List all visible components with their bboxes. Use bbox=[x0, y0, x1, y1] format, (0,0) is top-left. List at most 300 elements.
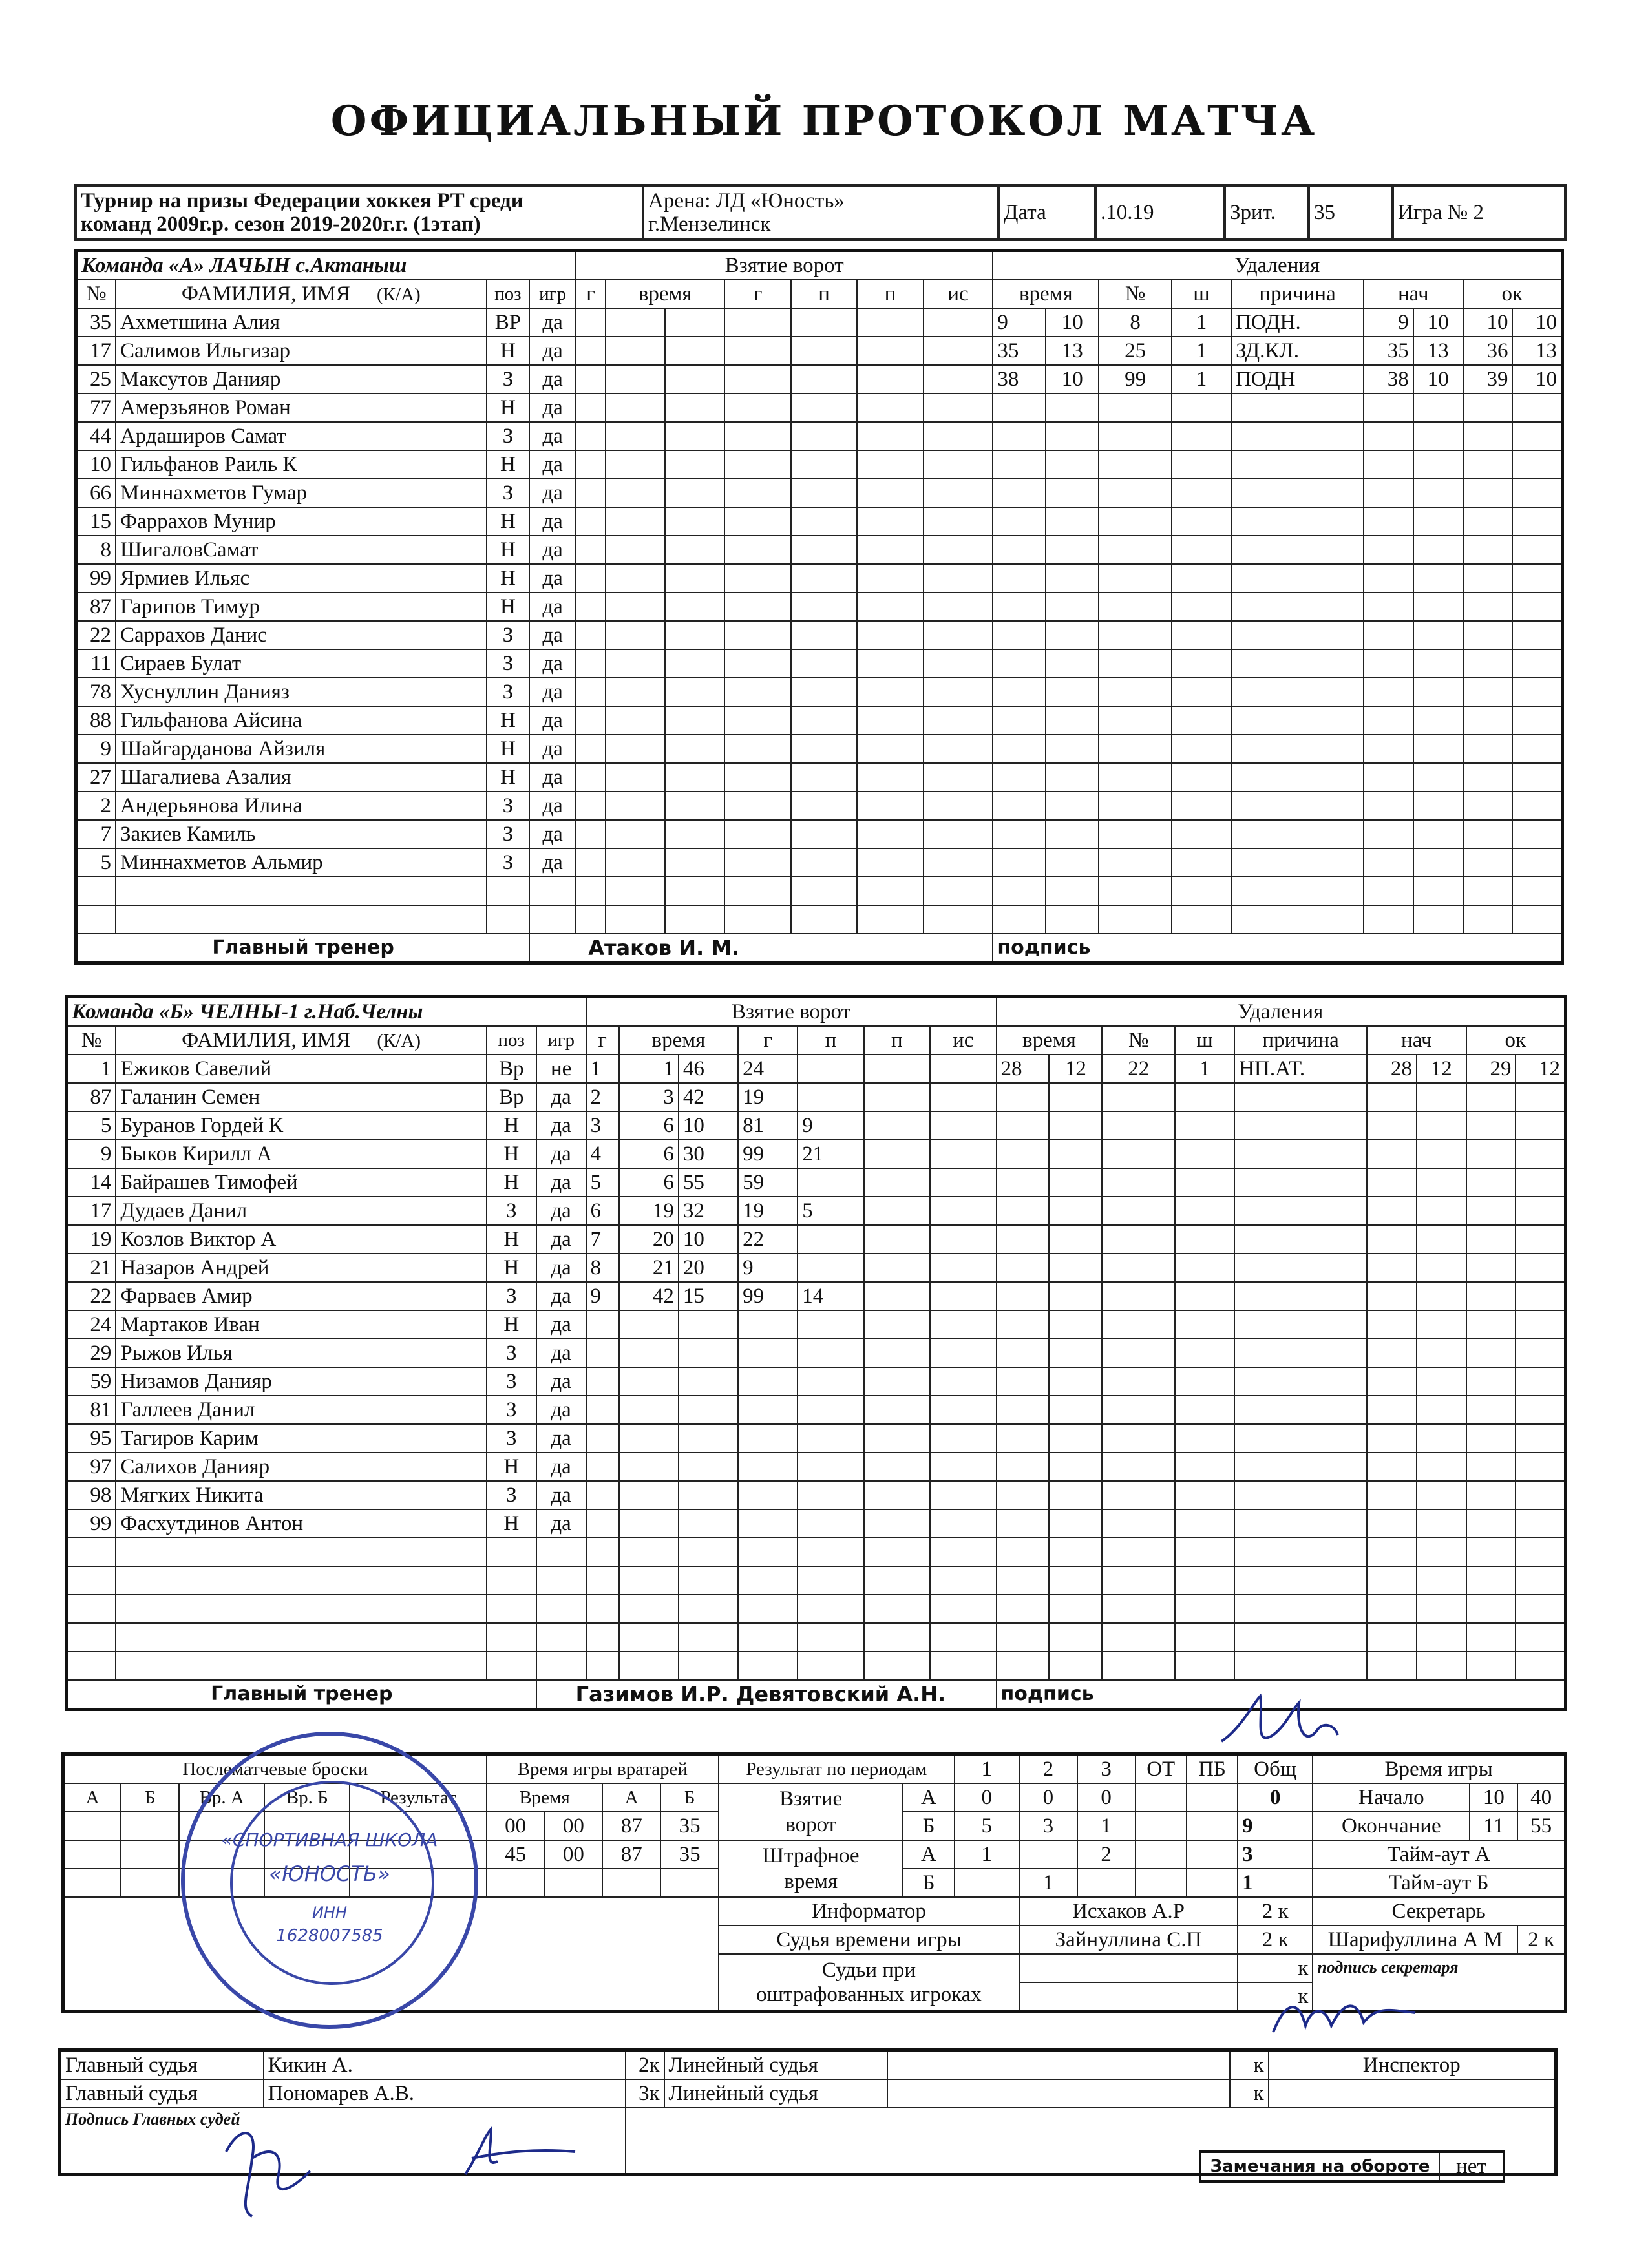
col-ka: (К/А) bbox=[377, 284, 421, 305]
penalty-end-sec bbox=[1516, 1197, 1565, 1225]
penalty-minute bbox=[993, 820, 1046, 848]
penalty-second bbox=[1046, 450, 1099, 479]
player-name bbox=[116, 1566, 487, 1595]
goal-situation bbox=[924, 735, 993, 763]
goal-situation bbox=[930, 1310, 996, 1339]
penalty-start-sec bbox=[1413, 848, 1463, 877]
penalty-player bbox=[1102, 1652, 1175, 1680]
player-number: 95 bbox=[67, 1424, 116, 1453]
player-played: да bbox=[536, 1111, 586, 1140]
pim-label bbox=[719, 1840, 903, 1897]
end-label: Окончание bbox=[1313, 1812, 1470, 1840]
player-name: Закиев Камиль bbox=[116, 820, 487, 848]
player-position: З bbox=[487, 820, 530, 848]
player-played: да bbox=[529, 337, 576, 365]
penalty-second bbox=[1046, 735, 1099, 763]
penalty-minute bbox=[993, 536, 1046, 564]
penalty-start-min bbox=[1367, 1225, 1417, 1254]
tournament-line1: Турнир на призы Федерации хоккея РТ среди bbox=[81, 189, 523, 213]
penalty-second bbox=[1046, 621, 1099, 649]
goal-minute: 6 bbox=[619, 1140, 679, 1168]
player-number bbox=[67, 1538, 116, 1566]
penalty-player bbox=[1102, 1396, 1175, 1424]
penalty-start-min: 35 bbox=[1364, 337, 1413, 365]
player-played: да bbox=[529, 564, 576, 593]
col-name-label: ФАМИЛИЯ, ИМЯ bbox=[182, 1028, 351, 1052]
goal-second: 32 bbox=[679, 1197, 738, 1225]
referee-signature-1 bbox=[213, 2113, 330, 2223]
col-p2: п bbox=[864, 1026, 930, 1055]
penalty-minute bbox=[997, 1424, 1050, 1453]
penalty-end-sec bbox=[1512, 820, 1562, 848]
goal-assist-1 bbox=[798, 1538, 863, 1566]
penalty-start-sec bbox=[1417, 1140, 1466, 1168]
penalty-start-sec bbox=[1417, 1424, 1466, 1453]
date-label: Дата bbox=[998, 185, 1095, 240]
penalty-second bbox=[1046, 479, 1099, 507]
goal-second bbox=[665, 820, 724, 848]
goal-number bbox=[586, 1509, 619, 1538]
player-position: Н bbox=[487, 1140, 536, 1168]
player-position: Н bbox=[487, 593, 530, 621]
gk-col-time: Время bbox=[487, 1783, 603, 1812]
penalty-start-min bbox=[1367, 1538, 1417, 1566]
penalty-player bbox=[1099, 763, 1172, 792]
goal-number bbox=[586, 1538, 619, 1566]
penalty-player bbox=[1099, 507, 1172, 536]
penalty-player bbox=[1099, 536, 1172, 564]
goal-assist-1 bbox=[798, 1595, 863, 1623]
end-minute: 55 bbox=[1517, 1812, 1565, 1840]
goal-number bbox=[576, 593, 606, 621]
player-number bbox=[67, 1652, 116, 1680]
goal-minute bbox=[606, 735, 665, 763]
goal-minute: 20 bbox=[619, 1225, 679, 1254]
penalty-minute: 9 bbox=[993, 308, 1046, 337]
informer-label: Информатор bbox=[719, 1897, 1019, 1926]
penalty-end-sec: 10 bbox=[1512, 308, 1562, 337]
penalty-end-sec bbox=[1516, 1595, 1565, 1623]
goal-situation bbox=[930, 1595, 996, 1623]
player-position: Н bbox=[487, 1225, 536, 1254]
period-ot: ОТ bbox=[1136, 1754, 1187, 1784]
penalty-end-min bbox=[1463, 706, 1513, 735]
period-3: 3 bbox=[1077, 1754, 1136, 1784]
penalty-minutes bbox=[1175, 1168, 1234, 1197]
goal-situation bbox=[924, 763, 993, 792]
goal-assist-2 bbox=[864, 1140, 930, 1168]
goal-assist-1 bbox=[791, 706, 857, 735]
goal-situation bbox=[930, 1367, 996, 1396]
tournament-line2: команд 2009г.р. сезон 2019-2020г.г. (1этап) bbox=[81, 213, 481, 236]
goal-minute bbox=[606, 536, 665, 564]
col-reason: причина bbox=[1234, 1026, 1367, 1055]
penalty-start-sec bbox=[1413, 706, 1463, 735]
pim-team-a: А bbox=[903, 1840, 954, 1869]
player-name: Ярмиев Ильяс bbox=[116, 564, 487, 593]
penalty-start-min bbox=[1364, 479, 1413, 507]
penalty-minute: 28 bbox=[997, 1055, 1050, 1083]
shootout-col-gk-b: Вр. Б bbox=[264, 1783, 350, 1812]
col-no: № bbox=[76, 280, 116, 308]
penalty-reason bbox=[1234, 1140, 1367, 1168]
player-name: Фаррахов Мунир bbox=[116, 507, 487, 536]
goal-minute bbox=[606, 365, 665, 394]
goal-situation bbox=[924, 564, 993, 593]
player-name: Байрашев Тимофей bbox=[116, 1168, 487, 1197]
goal-assist-1 bbox=[791, 735, 857, 763]
pim-b-ot bbox=[1136, 1869, 1187, 1897]
goal-assist-2 bbox=[864, 1225, 930, 1254]
table-row bbox=[76, 308, 1563, 337]
goals-b-total: 9 bbox=[1238, 1812, 1313, 1840]
goal-assist-1 bbox=[791, 450, 857, 479]
penalty-player bbox=[1099, 678, 1172, 706]
penalty-end-sec: 12 bbox=[1516, 1055, 1565, 1083]
goal-second bbox=[665, 308, 724, 337]
goal-situation bbox=[924, 706, 993, 735]
penalty-start-min bbox=[1367, 1396, 1417, 1424]
gk-title: Время игры вратарей bbox=[487, 1754, 719, 1784]
penalty-reason bbox=[1231, 450, 1364, 479]
penalty-end-sec bbox=[1512, 877, 1562, 905]
penalty-end-sec bbox=[1512, 649, 1562, 678]
penalty-start-min bbox=[1364, 848, 1413, 877]
penalty-second bbox=[1049, 1083, 1102, 1111]
goal-scorer bbox=[738, 1595, 798, 1623]
penalty-end-sec bbox=[1516, 1566, 1565, 1595]
player-position: З bbox=[487, 1396, 536, 1424]
penalty-end-sec bbox=[1516, 1367, 1565, 1396]
goal-second: 30 bbox=[679, 1140, 738, 1168]
goal-minute: 3 bbox=[619, 1083, 679, 1111]
goal-scorer bbox=[724, 337, 790, 365]
goal-assist-2 bbox=[857, 877, 923, 905]
penalty-start-min bbox=[1364, 394, 1413, 422]
player-name: Галлеев Данил bbox=[116, 1396, 487, 1424]
goal-minute bbox=[619, 1367, 679, 1396]
penalty-end-min bbox=[1463, 763, 1513, 792]
penalty-reason bbox=[1231, 394, 1364, 422]
penalty-start-sec bbox=[1413, 593, 1463, 621]
penalty-reason bbox=[1234, 1424, 1367, 1453]
player-played: да bbox=[536, 1367, 586, 1396]
penalty-start-sec bbox=[1413, 450, 1463, 479]
penalty-minute bbox=[997, 1481, 1050, 1509]
shootout-col-a: А bbox=[63, 1783, 121, 1812]
goal-scorer bbox=[724, 564, 790, 593]
penalty-minute bbox=[993, 678, 1046, 706]
player-position: Н bbox=[487, 536, 530, 564]
player-played bbox=[536, 1652, 586, 1680]
player-name: Салихов Данияр bbox=[116, 1453, 487, 1481]
penalty-second bbox=[1046, 905, 1099, 934]
penalty-start-sec bbox=[1417, 1509, 1466, 1538]
player-number: 5 bbox=[76, 848, 116, 877]
penalty-minutes bbox=[1175, 1367, 1234, 1396]
pim-b-pb bbox=[1187, 1869, 1238, 1897]
penalty-end-sec bbox=[1512, 507, 1562, 536]
penalty-start-sec bbox=[1413, 792, 1463, 820]
penalty-end-min bbox=[1466, 1367, 1516, 1396]
goal-scorer bbox=[738, 1453, 798, 1481]
goal-number: 6 bbox=[586, 1197, 619, 1225]
penalty-judge-1-name bbox=[1019, 1954, 1238, 1982]
penalty-end-min: 29 bbox=[1466, 1055, 1516, 1083]
goal-second bbox=[665, 792, 724, 820]
penalty-start-sec bbox=[1417, 1538, 1466, 1566]
penalty-player bbox=[1102, 1424, 1175, 1453]
col-no: № bbox=[67, 1026, 116, 1055]
goal-scorer: 9 bbox=[738, 1254, 798, 1282]
penalty-end-sec bbox=[1512, 706, 1562, 735]
inspector-value bbox=[1269, 2079, 1556, 2108]
table-row bbox=[76, 735, 1563, 763]
goal-situation bbox=[924, 365, 993, 394]
goal-assist-1 bbox=[798, 1254, 863, 1282]
player-played: да bbox=[536, 1396, 586, 1424]
penalty-second bbox=[1046, 593, 1099, 621]
goal-assist-2 bbox=[857, 479, 923, 507]
goal-scorer bbox=[724, 507, 790, 536]
goal-assist-2 bbox=[857, 820, 923, 848]
player-name: Ахметшина Алия bbox=[116, 308, 487, 337]
goal-assist-2 bbox=[864, 1481, 930, 1509]
goal-minute bbox=[606, 507, 665, 536]
goal-assist-2 bbox=[864, 1055, 930, 1083]
goal-second bbox=[679, 1538, 738, 1566]
goal-assist-2 bbox=[864, 1282, 930, 1310]
goal-scorer bbox=[738, 1339, 798, 1367]
timekeeper-name: Зайнуллина С.П bbox=[1019, 1926, 1238, 1954]
team-a-penalties-header: Удаления bbox=[993, 251, 1562, 280]
penalty-start-min bbox=[1367, 1168, 1417, 1197]
player-played bbox=[536, 1566, 586, 1595]
player-played: да bbox=[529, 820, 576, 848]
player-name bbox=[116, 905, 487, 934]
penalty-minute bbox=[993, 649, 1046, 678]
player-number: 66 bbox=[76, 479, 116, 507]
player-played: да bbox=[536, 1168, 586, 1197]
goal-situation bbox=[930, 1339, 996, 1367]
player-position: Н bbox=[487, 1310, 536, 1339]
penalty-reason bbox=[1231, 706, 1364, 735]
penalty-minutes bbox=[1175, 1566, 1234, 1595]
table-row bbox=[67, 1055, 1566, 1083]
player-name: Низамов Данияр bbox=[116, 1367, 487, 1396]
secretary-signature: подпись секретаря bbox=[1313, 1954, 1565, 2012]
penalty-reason bbox=[1231, 593, 1364, 621]
goal-situation bbox=[924, 848, 993, 877]
penalty-reason bbox=[1234, 1197, 1367, 1225]
player-number: 81 bbox=[67, 1396, 116, 1424]
goal-assist-2 bbox=[864, 1367, 930, 1396]
penalty-player bbox=[1102, 1197, 1175, 1225]
penalty-end-sec bbox=[1516, 1168, 1565, 1197]
penalty-minute bbox=[993, 763, 1046, 792]
timekeeper-cat: 2 к bbox=[1238, 1926, 1313, 1954]
penalty-minute bbox=[997, 1566, 1050, 1595]
player-position: Н bbox=[487, 735, 530, 763]
goal-assist-2 bbox=[864, 1424, 930, 1453]
penalty-minute bbox=[997, 1140, 1050, 1168]
goal-assist-1 bbox=[791, 308, 857, 337]
table-row bbox=[67, 1566, 1566, 1595]
penalty-minute bbox=[993, 593, 1046, 621]
goal-second bbox=[679, 1509, 738, 1538]
penalty-minutes bbox=[1172, 507, 1231, 536]
penalty-player bbox=[1102, 1140, 1175, 1168]
col-g: г bbox=[576, 280, 606, 308]
penalty-second bbox=[1049, 1538, 1102, 1566]
goal-number bbox=[586, 1424, 619, 1453]
penalty-minute bbox=[993, 450, 1046, 479]
player-name bbox=[116, 877, 487, 905]
col-end: ок bbox=[1463, 280, 1563, 308]
player-played: да bbox=[529, 450, 576, 479]
goal-number: 4 bbox=[586, 1140, 619, 1168]
player-position bbox=[487, 905, 530, 934]
player-played: да bbox=[536, 1481, 586, 1509]
penalty-end-min bbox=[1463, 479, 1513, 507]
penalty-end-min bbox=[1463, 422, 1513, 450]
player-position: ВР bbox=[487, 308, 530, 337]
goal-number bbox=[586, 1367, 619, 1396]
player-number bbox=[67, 1566, 116, 1595]
penalty-second bbox=[1049, 1197, 1102, 1225]
goal-scorer bbox=[724, 763, 790, 792]
penalty-second bbox=[1049, 1453, 1102, 1481]
penalty-reason bbox=[1234, 1566, 1367, 1595]
goal-number bbox=[576, 507, 606, 536]
goal-assist-2 bbox=[857, 593, 923, 621]
player-name: Гильфанов Раиль К bbox=[116, 450, 487, 479]
penalty-minutes bbox=[1175, 1481, 1234, 1509]
player-number: 44 bbox=[76, 422, 116, 450]
player-position: Н bbox=[487, 706, 530, 735]
goal-minute bbox=[619, 1652, 679, 1680]
penalty-minutes bbox=[1172, 450, 1231, 479]
penalty-minute bbox=[997, 1339, 1050, 1367]
penalty-end-sec bbox=[1516, 1538, 1565, 1566]
penalty-second bbox=[1046, 678, 1099, 706]
goal-scorer: 59 bbox=[738, 1168, 798, 1197]
table-row bbox=[67, 1595, 1566, 1623]
penalty-minutes bbox=[1172, 706, 1231, 735]
penalty-start-min bbox=[1367, 1453, 1417, 1481]
penalty-end-sec: 13 bbox=[1512, 337, 1562, 365]
penalty-end-sec bbox=[1516, 1396, 1565, 1424]
player-played: да bbox=[536, 1225, 586, 1254]
player-name: Фасхутдинов Антон bbox=[116, 1509, 487, 1538]
goal-assist-2 bbox=[857, 763, 923, 792]
col-pen-time: время bbox=[993, 280, 1099, 308]
penalty-player bbox=[1102, 1623, 1175, 1652]
penalty-player bbox=[1102, 1111, 1175, 1140]
goal-second bbox=[665, 678, 724, 706]
goal-assist-1 bbox=[791, 337, 857, 365]
shootout-cell bbox=[121, 1869, 179, 1897]
penalty-player bbox=[1102, 1310, 1175, 1339]
goal-minute bbox=[606, 337, 665, 365]
penalty-second bbox=[1046, 536, 1099, 564]
table-row bbox=[76, 479, 1563, 507]
goal-assist-1 bbox=[791, 422, 857, 450]
player-played: да bbox=[536, 1310, 586, 1339]
penalty-minute bbox=[993, 621, 1046, 649]
inspector-label: Инспектор bbox=[1269, 2050, 1556, 2080]
goal-number bbox=[586, 1652, 619, 1680]
penalty-start-sec bbox=[1413, 536, 1463, 564]
player-name bbox=[116, 1623, 487, 1652]
goal-number bbox=[576, 905, 606, 934]
goal-minute bbox=[619, 1595, 679, 1623]
goal-number bbox=[576, 536, 606, 564]
table-row bbox=[76, 820, 1563, 848]
penalty-minutes bbox=[1175, 1254, 1234, 1282]
penalty-player bbox=[1102, 1367, 1175, 1396]
player-played bbox=[529, 905, 576, 934]
goal-minute bbox=[606, 308, 665, 337]
shootout-cell bbox=[63, 1840, 121, 1869]
player-position: Н bbox=[487, 450, 530, 479]
player-number: 14 bbox=[67, 1168, 116, 1197]
penalty-start-sec bbox=[1417, 1396, 1466, 1424]
goal-assist-2 bbox=[864, 1339, 930, 1367]
penalty-end-min: 10 bbox=[1463, 308, 1513, 337]
penalty-reason bbox=[1234, 1225, 1367, 1254]
player-name bbox=[116, 1538, 487, 1566]
goals-label-2: ворот bbox=[785, 1813, 837, 1836]
player-number: 19 bbox=[67, 1225, 116, 1254]
penalty-minutes bbox=[1172, 536, 1231, 564]
goal-number bbox=[576, 678, 606, 706]
goal-second bbox=[665, 905, 724, 934]
player-number: 5 bbox=[67, 1111, 116, 1140]
goal-situation bbox=[924, 820, 993, 848]
penalty-minutes bbox=[1175, 1083, 1234, 1111]
player-played: да bbox=[536, 1140, 586, 1168]
penalty-start-min bbox=[1367, 1339, 1417, 1367]
player-number: 35 bbox=[76, 308, 116, 337]
goal-assist-2 bbox=[864, 1168, 930, 1197]
main-ref-label-2: Главный судья bbox=[60, 2079, 264, 2108]
goal-situation bbox=[930, 1481, 996, 1509]
goal-scorer: 22 bbox=[738, 1225, 798, 1254]
penalty-end-min bbox=[1463, 905, 1513, 934]
penalty-reason bbox=[1234, 1083, 1367, 1111]
goal-scorer bbox=[738, 1396, 798, 1424]
table-row bbox=[67, 1367, 1566, 1396]
player-number bbox=[67, 1595, 116, 1623]
player-position bbox=[487, 1538, 536, 1566]
penalty-second bbox=[1049, 1168, 1102, 1197]
penalty-end-min bbox=[1466, 1225, 1516, 1254]
goal-assist-1 bbox=[791, 365, 857, 394]
penalty-start-min bbox=[1364, 706, 1413, 735]
penalty-start-min bbox=[1367, 1197, 1417, 1225]
player-number: 99 bbox=[76, 564, 116, 593]
goal-scorer bbox=[738, 1509, 798, 1538]
penalty-end-sec bbox=[1516, 1225, 1565, 1254]
goals-a-total: 0 bbox=[1238, 1783, 1313, 1812]
goal-number bbox=[586, 1396, 619, 1424]
secretary-signature-mark bbox=[1267, 1987, 1422, 2045]
col-pen-no: № bbox=[1102, 1026, 1175, 1055]
goal-assist-1: 21 bbox=[798, 1140, 863, 1168]
player-name: Гарипов Тимур bbox=[116, 593, 487, 621]
spectators-label: Зрит. bbox=[1225, 185, 1309, 240]
